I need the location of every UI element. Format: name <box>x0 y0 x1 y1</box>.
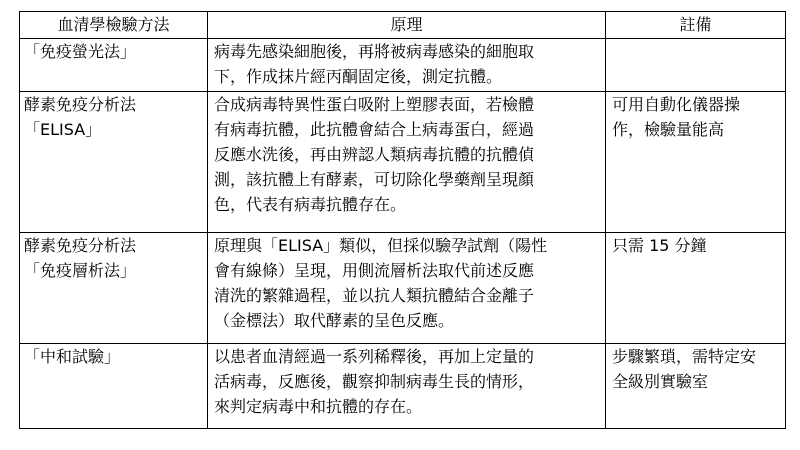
method-cell <box>20 92 208 233</box>
principle-line: 來判定病毒中和抗體的存在。 <box>214 397 423 416</box>
note-cell <box>606 92 786 233</box>
note-cell <box>606 39 786 92</box>
note-line: 作，檢驗量能高 <box>612 120 725 139</box>
note-cell <box>606 233 786 344</box>
method-line: 「免疫螢光法」 <box>24 42 137 61</box>
principle-line: 有病毒抗體，此抗體會結合上病毒蛋白，經過 <box>214 120 535 139</box>
method-cell <box>20 39 208 92</box>
note-line: 全級別實驗室 <box>612 372 709 391</box>
principle-line: （金標法）取代酵素的呈色反應。 <box>214 311 455 330</box>
table-row <box>20 39 786 92</box>
method-line: 「中和試驗」 <box>24 347 121 366</box>
serology-table-container <box>19 11 786 429</box>
method-line: 酵素免疫分析法 <box>24 95 137 114</box>
header-note: 註備 <box>606 12 786 39</box>
principle-line: 下，作成抹片經丙酮固定後，測定抗體。 <box>214 67 503 86</box>
method-cell <box>20 344 208 429</box>
method-line: 「免疫層析法」 <box>24 261 137 280</box>
principle-cell <box>208 344 606 429</box>
header-principle: 原理 <box>208 12 606 39</box>
principle-line: 病毒先感染細胞後，再將被病毒感染的細胞取 <box>214 42 535 61</box>
principle-line: 測，該抗體上有酵素，可切除化學藥劑呈現顏 <box>214 170 535 189</box>
serology-methods-table <box>19 11 786 429</box>
principle-cell <box>208 39 606 92</box>
principle-line: 活病毒，反應後，觀察抑制病毒生長的情形， <box>214 372 535 391</box>
principle-cell <box>208 92 606 233</box>
note-line: 只需 15 分鐘 <box>612 236 707 255</box>
table-row <box>20 233 786 344</box>
method-cell <box>20 233 208 344</box>
header-method: 血清學檢驗方法 <box>20 12 208 39</box>
note-line: 步驟繁瑣，需特定安 <box>612 347 757 366</box>
principle-line: 清洗的繁雜過程，並以抗人類抗體結合金離子 <box>214 286 535 305</box>
note-line: 可用自動化儀器操 <box>612 95 741 114</box>
table-row <box>20 92 786 233</box>
principle-cell <box>208 233 606 344</box>
principle-line: 反應水洗後，再由辨認人類病毒抗體的抗體偵 <box>214 145 535 164</box>
principle-line: 以患者血清經過一系列稀釋後，再加上定量的 <box>214 347 535 366</box>
note-cell <box>606 344 786 429</box>
table-header-row <box>20 12 786 39</box>
principle-line: 色，代表有病毒抗體存在。 <box>214 195 407 214</box>
method-line: 酵素免疫分析法 <box>24 236 137 255</box>
table-row <box>20 344 786 429</box>
method-line: 「ELISA」 <box>24 120 102 139</box>
principle-line: 會有線條）呈現，用側流層析法取代前述反應 <box>214 261 535 280</box>
principle-line: 合成病毒特異性蛋白吸附上塑膠表面，若檢體 <box>214 95 535 114</box>
principle-line: 原理與「ELISA」類似，但採似驗孕試劑（陽性 <box>214 236 548 255</box>
